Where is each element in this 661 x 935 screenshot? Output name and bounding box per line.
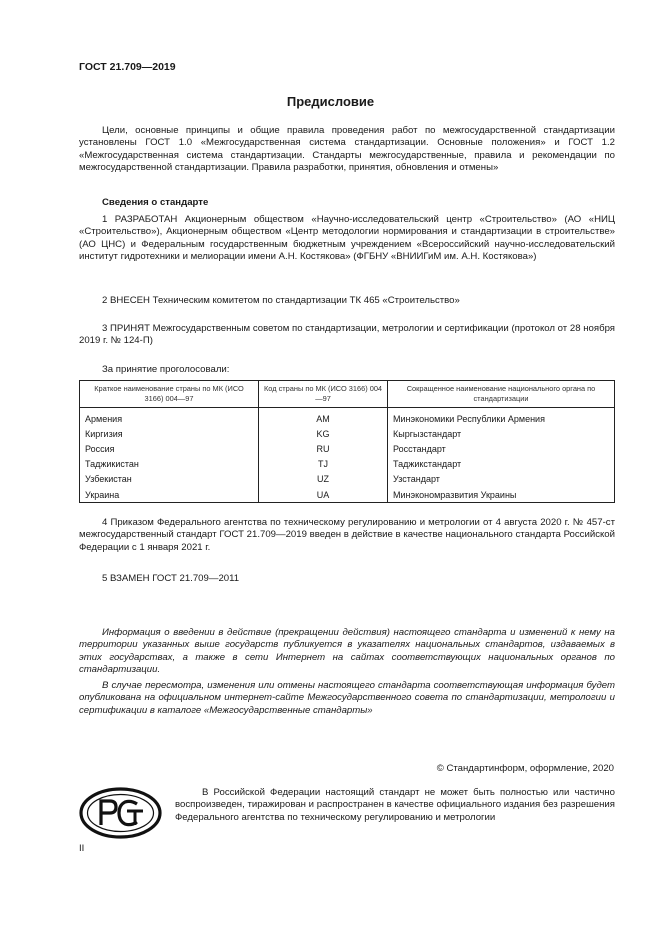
table-header-row	[80, 381, 615, 408]
table-row	[80, 441, 615, 456]
section-heading: Сведения о стандарте	[102, 197, 209, 208]
table-row	[80, 408, 615, 427]
vote-label: За принятие проголосовали:	[102, 364, 230, 375]
page-number: II	[79, 843, 85, 854]
cell-body: Узстандарт	[388, 472, 615, 487]
document-code: ГОСТ 21.709—2019	[79, 61, 176, 73]
copyright-line: © Стандартинформ, оформление, 2020	[436, 763, 614, 774]
rf-reproduction-notice: В Российской Федерации настоящий стандарт не может быть полностью или частично воспроизведен, тиражирован и распространен в качестве официального издания без разрешения Федерального агентства по техническому регулированию и метрологии	[175, 787, 615, 823]
table-row	[80, 426, 615, 441]
cell-body: Кыргызстандарт	[388, 426, 615, 441]
cell-country: Украина	[80, 487, 259, 503]
cell-code: UA	[259, 487, 388, 503]
cell-country: Узбекистан	[80, 472, 259, 487]
voting-table	[79, 380, 615, 503]
item-introduced: 2 ВНЕСЕН Техническим комитетом по стандартизации ТК 465 «Строительство»	[102, 295, 460, 306]
cell-country: Россия	[80, 441, 259, 456]
cell-body: Росстандарт	[388, 441, 615, 456]
notice-introduction: Информация о введении в действие (прекращении действия) настоящего стандарта и изменений к нему на территории указанных выше государств публикуется в указателях национальных стандартов, издаваемых в этих государствах, а также в сети Интернет на сайтах соответствующих национальных органов по стандартизации.	[79, 627, 615, 676]
cell-body: Минэкономразвития Украины	[388, 487, 615, 503]
table-row	[80, 472, 615, 487]
header-code: Код страны по МК (ИСО 3166) 004—97	[259, 381, 388, 408]
cell-code: UZ	[259, 472, 388, 487]
cell-code: KG	[259, 426, 388, 441]
rst-certification-mark-icon	[79, 787, 162, 839]
page-title: Предисловие	[286, 94, 375, 109]
table-row	[80, 487, 615, 503]
cell-country: Армения	[80, 408, 259, 427]
header-country: Краткое наименование страны по МК (ИСО 3166) 004—97	[80, 381, 259, 408]
item-adopted: 3 ПРИНЯТ Межгосударственным советом по стандартизации, метрологии и сертификации (протокол от 28 ноября 2019 г. № 124-П)	[79, 323, 615, 347]
notice-revision: В случае пересмотра, изменения или отмены настоящего стандарта соответствующая информация будет опубликована на официальном интернет-сайте Межгосударственного совета по стандартизации, метрологии и сертификации в каталоге «Межгосударственные стандарты»	[79, 680, 615, 716]
cell-code: TJ	[259, 457, 388, 472]
cell-country: Таджикистан	[80, 457, 259, 472]
cell-code: AM	[259, 408, 388, 427]
header-body: Сокращенное наименование национального органа по стандартизации	[388, 381, 615, 408]
cell-country: Киргизия	[80, 426, 259, 441]
item-developed: 1 РАЗРАБОТАН Акционерным обществом «Научно-исследовательский центр «Строительство» (АО «НИЦ «Строительство»), Акционерным обществом «Центр методологии нормирования и стандартизации в строительстве» (АО ЦНС) и Федеральным государственным бюджетным учреждением «Всероссийский научно-исследовательский институт гидротехники и мелиорации имени А.Н. Костякова» (ФГБНУ «ВНИИГиМ им. А.Н. Костякова»)	[79, 214, 615, 263]
intro-paragraph: Цели, основные принципы и общие правила проведения работ по межгосударственной стандартизации установлены ГОСТ 1.0 «Межгосударственная система стандартизации. Основные положения» и ГОСТ 1.2 «Межгосударственная система стандартизации. Стандарты межгосударственные, правила и рекомендации по межгосударственной стандартизации. Правила разработки, принятия, обновления и отмены»	[79, 125, 615, 174]
item-replaces: 5 ВЗАМЕН ГОСТ 21.709—2011	[102, 573, 240, 584]
cell-body: Минэкономики Республики Армения	[388, 408, 615, 427]
cell-body: Таджикстандарт	[388, 457, 615, 472]
cell-code: RU	[259, 441, 388, 456]
item-order: 4 Приказом Федерального агентства по техническому регулированию и метрологии от 4 августа 2020 г. № 457-ст межгосударственный стандарт ГОСТ 21.709—2019 введен в действие в качестве национального стандарта Российской Федерации с 1 января 2021 г.	[79, 517, 615, 553]
table-row	[80, 457, 615, 472]
